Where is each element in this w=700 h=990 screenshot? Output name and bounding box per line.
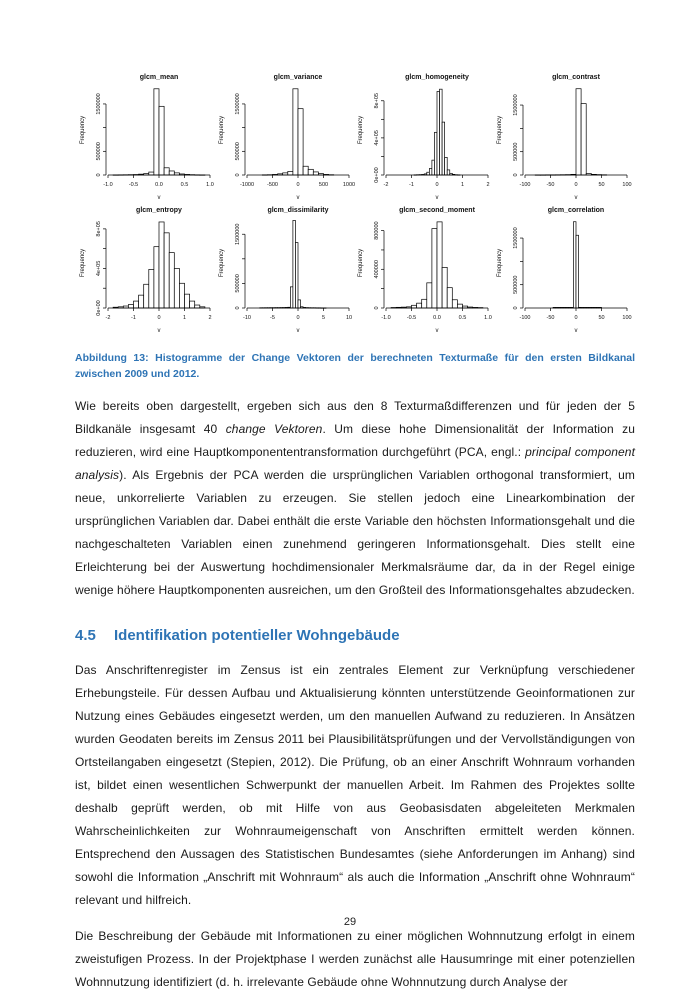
svg-text:2: 2 <box>486 182 490 188</box>
svg-text:-2: -2 <box>383 182 389 188</box>
figure-panels <box>77 70 635 336</box>
svg-text:-100: -100 <box>519 315 531 321</box>
body-paragraph-beschreibung: Die Beschreibung der Gebäude mit Informationen zu einer möglichen Wohnnutzung erfolgt in einem zweistufigen Prozess. In der Projektphase I werden zunächst alle Hausumringe mit einer potenziellen Wohnnutzung identifiziert (d. h. irrelevante Gebäude ohne Wohnnutzung durch Analyse der <box>75 929 635 989</box>
svg-text:1: 1 <box>182 315 187 321</box>
svg-text:500000: 500000 <box>235 142 241 161</box>
svg-text:1500000: 1500000 <box>96 93 102 115</box>
svg-text:Frequency: Frequency <box>219 115 225 145</box>
section-number: 4.5 <box>75 627 96 644</box>
svg-text:100: 100 <box>622 182 632 188</box>
svg-text:10: 10 <box>345 315 353 321</box>
svg-text:glcm_entropy: glcm_entropy <box>136 207 182 214</box>
svg-text:Frequency: Frequency <box>80 115 86 145</box>
svg-text:0e+00: 0e+00 <box>96 300 102 316</box>
svg-text:glcm_contrast: glcm_contrast <box>552 74 600 81</box>
svg-text:50: 50 <box>598 182 605 188</box>
svg-text:-10: -10 <box>243 315 251 321</box>
histogram-glcm_variance <box>216 70 355 203</box>
svg-text:-1000: -1000 <box>239 182 255 188</box>
svg-text:0: 0 <box>513 173 519 177</box>
svg-text:glcm_mean: glcm_mean <box>139 74 179 81</box>
svg-text:glcm_correlation: glcm_correlation <box>547 207 605 214</box>
svg-text:1500000: 1500000 <box>513 94 519 116</box>
svg-text:Frequency: Frequency <box>497 115 503 145</box>
svg-text:500000: 500000 <box>513 142 519 161</box>
svg-text:0: 0 <box>296 315 300 321</box>
svg-text:glcm_dissimilarity: glcm_dissimilarity <box>267 207 329 214</box>
svg-text:-50: -50 <box>546 182 555 188</box>
svg-text:0: 0 <box>96 173 102 177</box>
svg-text:0.5: 0.5 <box>180 182 189 188</box>
histogram-glcm_correlation <box>494 203 633 336</box>
svg-text:v: v <box>574 195 578 201</box>
svg-text:0.0: 0.0 <box>433 315 441 321</box>
svg-text:500: 500 <box>318 182 329 188</box>
svg-text:4e+05: 4e+05 <box>96 260 102 277</box>
svg-text:1.0: 1.0 <box>206 182 214 188</box>
svg-text:0.5: 0.5 <box>458 315 467 321</box>
svg-text:400000: 400000 <box>374 260 380 279</box>
svg-text:0: 0 <box>574 182 578 188</box>
svg-text:-0.5: -0.5 <box>128 182 139 188</box>
svg-text:0: 0 <box>374 306 380 310</box>
svg-text:500000: 500000 <box>235 274 241 293</box>
svg-text:0.0: 0.0 <box>155 182 163 188</box>
svg-text:1000: 1000 <box>342 182 355 188</box>
svg-text:Frequency: Frequency <box>219 248 225 278</box>
svg-text:-0.5: -0.5 <box>406 315 417 321</box>
svg-text:0: 0 <box>435 182 439 188</box>
svg-text:v: v <box>574 328 578 334</box>
svg-text:-1: -1 <box>409 182 414 188</box>
svg-text:v: v <box>435 328 439 334</box>
svg-text:v: v <box>157 195 161 201</box>
svg-text:-1.0: -1.0 <box>381 315 391 321</box>
svg-text:500000: 500000 <box>96 142 102 161</box>
svg-text:-5: -5 <box>270 315 275 321</box>
svg-text:-2: -2 <box>105 315 111 321</box>
page-number: 29 <box>343 916 357 928</box>
svg-text:1.0: 1.0 <box>484 315 492 321</box>
svg-text:Frequency: Frequency <box>80 248 86 278</box>
svg-text:1: 1 <box>460 182 465 188</box>
svg-text:1500000: 1500000 <box>235 93 241 115</box>
svg-text:0: 0 <box>513 306 519 310</box>
histogram-glcm_homogeneity <box>355 70 494 203</box>
svg-text:0e+00: 0e+00 <box>374 167 380 183</box>
histogram-glcm_second_moment <box>355 203 494 336</box>
svg-text:glcm_homogeneity: glcm_homogeneity <box>405 74 469 81</box>
svg-text:glcm_variance: glcm_variance <box>273 74 323 81</box>
svg-text:0: 0 <box>574 315 578 321</box>
svg-text:800000: 800000 <box>374 221 380 240</box>
svg-text:v: v <box>435 195 439 201</box>
svg-text:Frequency: Frequency <box>358 115 364 145</box>
svg-text:-1: -1 <box>131 315 136 321</box>
svg-text:500000: 500000 <box>513 275 519 294</box>
histogram-glcm_contrast <box>494 70 633 203</box>
svg-text:Frequency: Frequency <box>497 248 503 278</box>
svg-text:-1.0: -1.0 <box>103 182 113 188</box>
histogram-glcm_mean <box>77 70 216 203</box>
svg-text:0: 0 <box>235 306 241 310</box>
histogram-glcm_entropy <box>77 203 216 336</box>
section-title: Identifikation potentieller Wohngebäude <box>114 627 400 644</box>
svg-text:v: v <box>296 195 300 201</box>
svg-text:100: 100 <box>622 315 632 321</box>
svg-text:0: 0 <box>296 182 300 188</box>
svg-text:1500000: 1500000 <box>235 223 241 245</box>
svg-text:0: 0 <box>157 315 161 321</box>
svg-text:8e+05: 8e+05 <box>374 93 380 109</box>
body-paragraph-anschriftenregister: Das Anschriftenregister im Zensus ist ein zentrales Element zur Verknüpfung verschiedener Erhebungsteile. Für dessen Aufbau und Aktualisierung könnten unterstützende Geoinformationen zur Nutzung eines Gebäudes eingesetzt werden, um den manuellen Aufwand zu reduzieren. In Ansätzen wurden Geodaten bereits im Zensus 2011 bei Plausibilitätsprüfungen und der Vervollständigungen von Ortsteilangaben eingesetzt (Stepien, 2012). Die Prüfung, ob an einer Anschrift Wohnraum vorhanden ist, bildet einen wesentlichen Schwerpunkt der manuellen Arbeit. Im Rahmen des Projektes sollte deshalb geprüft werden, ob mit Hilfe von aus Geobasisdaten abgeleiteten Merkmalen Wahrscheinlichkeiten zur Wohnraumeigenschaft von Anschriften ermittelt werden können. Entsprechend den Aussagen des Statistischen Bundesamtes (siehe Anforderungen im Anhang) sind sowohl die Information „Anschrift mit Wohnraum“ als auch die Information „Anschrift ohne Wohnraum“ relevant und hilfreich. <box>75 663 635 907</box>
svg-text:Frequency: Frequency <box>358 248 364 278</box>
histogram-glcm_dissimilarity <box>216 203 355 336</box>
svg-text:-50: -50 <box>546 315 555 321</box>
svg-text:5: 5 <box>321 315 326 321</box>
svg-text:1500000: 1500000 <box>513 227 519 249</box>
svg-text:50: 50 <box>598 315 605 321</box>
page-content <box>75 0 635 990</box>
body-paragraph-pca: Wie bereits oben dargestellt, ergeben sich aus den 8 Texturmaßdifferenzen und für jeden der 5 Bildkanäle insgesamt 40 change Vektoren. Um diese hohe Dimensionalität der Information zu reduzieren, wird eine Hauptkomponententransformation durchgeführt (PCA, engl.: principal component analysis). Als Ergebnis der PCA werden die ursprünglichen Variablen orthogonal transformiert, um neue, unkorrelierte Variablen zu erzeugen. Sie stellen jedoch eine Linearkombination der ursprünglichen Variablen dar. Dabei enthält die erste Variable den höchsten Informationsgehalt und die nachgeschalteten Variablen einen zunehmend geringeren Informationsgehalt. Dies stellt eine Erleichterung bei der Auswertung hochdimensionaler Merkmalsräume dar, da in der Regel einige wenige höhere Hauptkomponenten ausreichen, um den Großteil des Informationsgehaltes abzudecken. <box>75 399 636 597</box>
section-heading-4-5 <box>75 626 635 646</box>
svg-text:8e+05: 8e+05 <box>96 221 102 237</box>
svg-text:4e+05: 4e+05 <box>374 130 380 146</box>
svg-text:0: 0 <box>235 173 241 177</box>
svg-text:-100: -100 <box>519 182 531 188</box>
svg-text:2: 2 <box>208 315 212 321</box>
svg-text:-500: -500 <box>266 182 279 188</box>
figure-13 <box>75 70 635 382</box>
svg-text:v: v <box>157 328 161 334</box>
svg-text:glcm_second_moment: glcm_second_moment <box>399 207 475 214</box>
figure-caption: Abbildung 13: Histogramme der Change Vektoren der berechneten Texturmaße für den ersten Bildkanal zwischen 2009 und 2012. <box>75 352 635 380</box>
svg-text:v: v <box>296 328 300 334</box>
